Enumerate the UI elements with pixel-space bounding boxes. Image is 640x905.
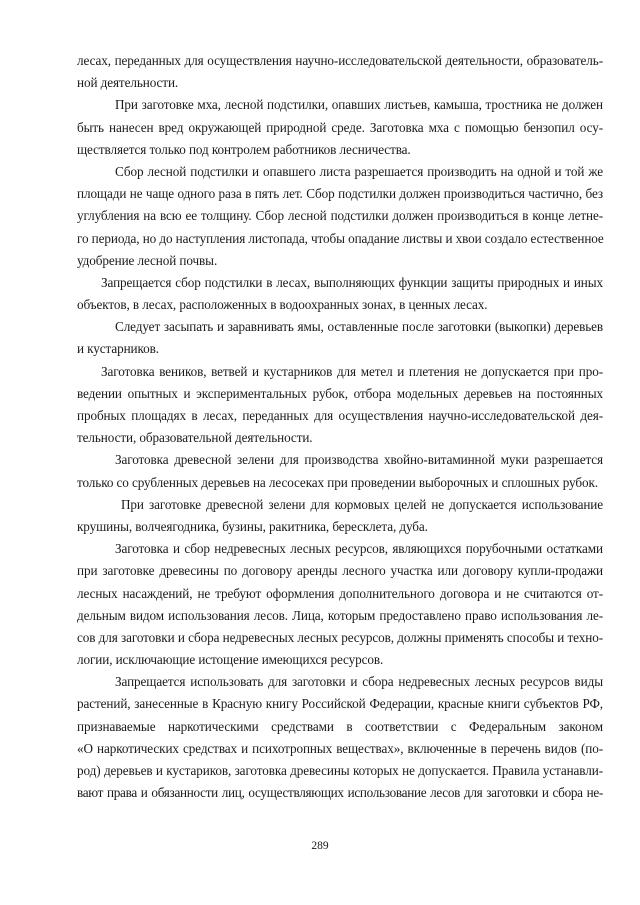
text-line: При заготовке мха, лесной подстилки, опавших листьев, камыша, тростника не должен (115, 97, 603, 113)
paragraph (77, 538, 603, 671)
text-line: крушины, волчеягодника, бузины, ракитника, бересклета, дуба. (77, 518, 428, 534)
paragraph (77, 316, 603, 360)
paragraph (77, 449, 603, 493)
text-line: сов для заготовки и сбора недревесных лесных ресурсов, должны применять способы и техно- (77, 629, 603, 645)
text-line: растений, занесенные в Красную книгу Российской Федерации, красные книги субъектов РФ, (77, 696, 603, 712)
paragraph (77, 161, 603, 272)
text-line: Сбор лесной подстилки и опавшего листа разрешается производить на одной и той же (115, 163, 603, 179)
text-line: ной деятельности. (77, 75, 179, 91)
paragraph (77, 671, 603, 804)
text-line: углубления на всю ее толщину. Сбор лесной подстилки должен производиться в конце летне- (77, 208, 603, 224)
text-line: «О наркотических средствах и психотропных веществах», включенные в перечень видов (по- (77, 740, 603, 756)
page-number: 289 (311, 840, 329, 852)
text-line: быть нанесен вред окружающей природной среде. Заготовка мха с помощью бензопил осу- (77, 119, 603, 135)
text-line: объектов, в лесах, расположенных в водоохранных зонах, в ценных лесах. (77, 297, 488, 313)
text-line: пробных площадях в лесах, переданных для осуществления научно-исследовательской дея- (77, 408, 603, 423)
text-line: При заготовке древесной зелени для кормовых целей не допускается использование (121, 496, 603, 512)
text-line: Заготовка древесной зелени для производства хвойно-витаминной муки разрешается (115, 452, 603, 468)
paragraph (77, 361, 603, 450)
paragraph (77, 272, 603, 316)
text-line: Запрещается сбор подстилки в лесах, выполняющих функции защиты природных и иных (101, 274, 603, 290)
paragraph (77, 494, 603, 538)
text-line: Запрещается использовать для заготовки и сбора недревесных лесных ресурсов виды (115, 674, 603, 690)
text-line: род) деревьев и кустариков, заготовка древесины которых не допускается. Правила устанавли- (77, 763, 603, 778)
paragraph (77, 50, 603, 94)
text-line: го периода, но до наступления листопада, чтобы опадание листвы и хвои создало естественное (77, 230, 604, 246)
text-line: при заготовке древесины по договору аренды лесного участка или договору купли-продажи (77, 563, 603, 579)
text-line: дельным видом использования лесов. Лица, которым предоставлено право использования ле- (77, 607, 603, 623)
text-line: площади не чаще одного раза в пять лет. Сбор подстилки должен производиться частично, без (77, 186, 603, 202)
text-line: Заготовка и сбор недревесных лесных ресурсов, являющихся порубочными остатками (115, 541, 603, 557)
text-line: ществляется только под контролем работников лесничества. (77, 141, 411, 157)
text-line: тельности, образовательной деятельности. (77, 430, 313, 446)
text-line: Заготовка веников, ветвей и кустарников для метел и плетения не допускается при про- (101, 363, 603, 379)
text-line: только со срубленных деревьев на лесосеках при проведении выборочных и сплошных рубок. (77, 474, 598, 490)
text-line: лесах, переданных для осуществления научно-исследовательской деятельности, образователь- (77, 53, 603, 68)
text-line: ведении опытных и экспериментальных рубок, отбора модельных деревьев на постоянных (77, 385, 603, 401)
text-line: удобрение лесной почвы. (77, 252, 218, 268)
text-line: логии, исключающие истощение имеющихся ресурсов. (77, 652, 384, 668)
text-line: вают права и обязанности лиц, осуществляющих использование лесов для заготовки и сбора не- (77, 785, 603, 801)
text-line: признаваемые наркотическими средствами в соответствии с Федеральным законом (77, 718, 603, 734)
body-text (77, 50, 603, 804)
text-line: Следует засыпать и заравнивать ямы, оставленные после заготовки (выкопки) деревьев (115, 319, 603, 335)
paragraph (77, 94, 603, 161)
text-line: и кустарников. (77, 341, 159, 357)
text-line: лесных насаждений, не требуют оформления дополнительного договора и не считаются от- (77, 585, 603, 601)
